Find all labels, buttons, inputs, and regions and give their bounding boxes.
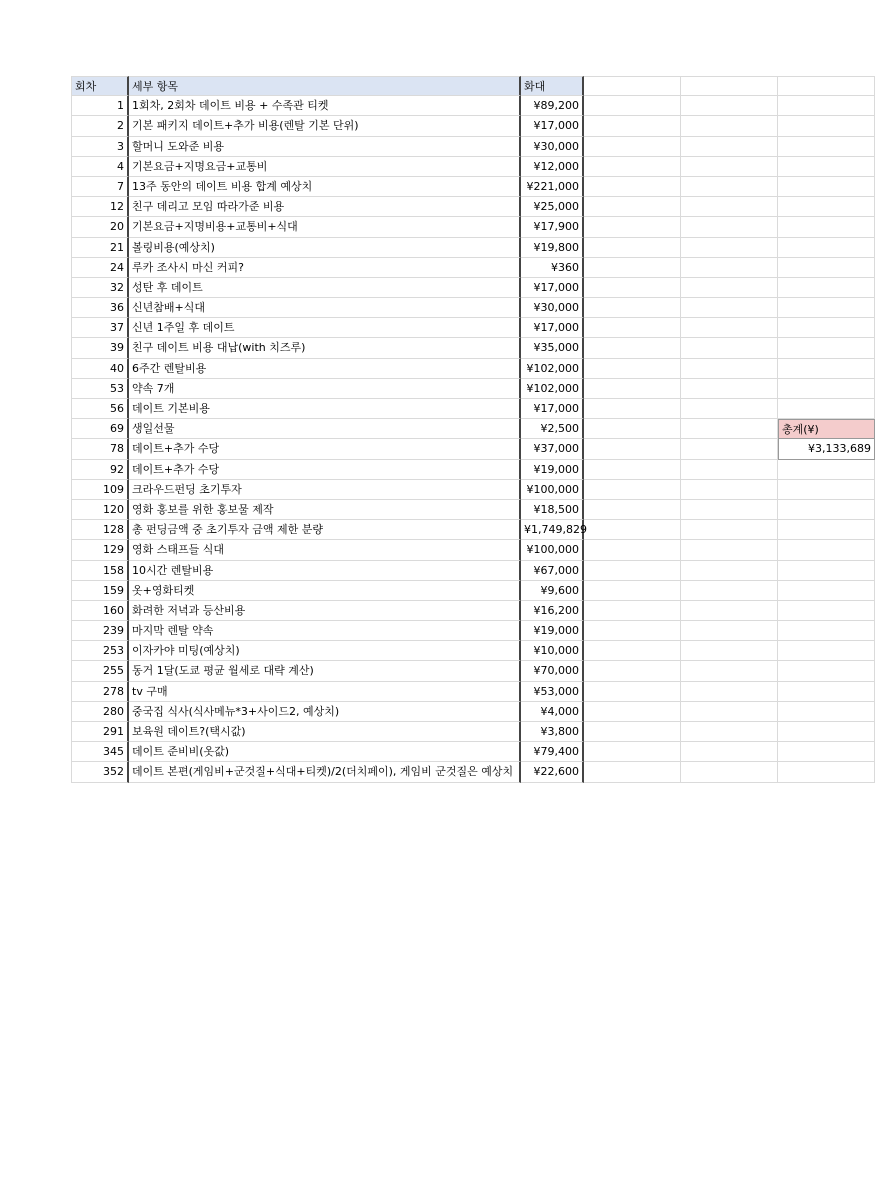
empty-cell[interactable]	[778, 157, 875, 177]
empty-cell[interactable]	[681, 419, 778, 439]
round-cell[interactable]: 69	[71, 419, 129, 439]
round-cell[interactable]: 21	[71, 238, 129, 258]
empty-cell[interactable]	[778, 742, 875, 762]
detail-cell[interactable]: 볼링비용(예상치)	[129, 238, 521, 258]
empty-cell[interactable]	[778, 661, 875, 681]
amount-cell[interactable]: ¥17,000	[521, 116, 584, 136]
empty-cell[interactable]	[778, 338, 875, 358]
empty-cell[interactable]	[681, 217, 778, 237]
round-cell[interactable]: 158	[71, 561, 129, 581]
amount-cell[interactable]: ¥70,000	[521, 661, 584, 681]
amount-cell[interactable]: ¥360	[521, 258, 584, 278]
empty-cell[interactable]	[681, 177, 778, 197]
empty-cell[interactable]	[584, 278, 681, 298]
empty-cell[interactable]	[778, 197, 875, 217]
detail-cell[interactable]: 할머니 도와준 비용	[129, 137, 521, 157]
amount-cell[interactable]: ¥17,900	[521, 217, 584, 237]
empty-cell[interactable]	[681, 157, 778, 177]
empty-cell[interactable]	[778, 137, 875, 157]
amount-cell[interactable]: ¥53,000	[521, 682, 584, 702]
empty-cell[interactable]	[584, 238, 681, 258]
empty-cell[interactable]	[584, 379, 681, 399]
amount-cell[interactable]: ¥100,000	[521, 480, 584, 500]
empty-cell[interactable]	[681, 238, 778, 258]
round-cell[interactable]: 37	[71, 318, 129, 338]
round-cell[interactable]: 32	[71, 278, 129, 298]
amount-cell[interactable]: ¥3,800	[521, 722, 584, 742]
total-label[interactable]: 총계(¥)	[778, 419, 875, 439]
round-cell[interactable]: 345	[71, 742, 129, 762]
round-cell[interactable]: 4	[71, 157, 129, 177]
total-value[interactable]: ¥3,133,689	[778, 439, 875, 459]
round-cell[interactable]: 24	[71, 258, 129, 278]
empty-cell[interactable]	[778, 96, 875, 116]
detail-cell[interactable]: 생일선물	[129, 419, 521, 439]
empty-cell[interactable]	[778, 762, 875, 782]
empty-cell[interactable]	[778, 702, 875, 722]
detail-cell[interactable]: 이자카야 미팅(예상치)	[129, 641, 521, 661]
round-cell[interactable]: 12	[71, 197, 129, 217]
empty-cell[interactable]	[778, 278, 875, 298]
round-cell[interactable]: 39	[71, 338, 129, 358]
empty-cell[interactable]	[584, 682, 681, 702]
empty-cell[interactable]	[584, 500, 681, 520]
empty-cell[interactable]	[778, 298, 875, 318]
empty-cell[interactable]	[778, 318, 875, 338]
empty-cell[interactable]	[681, 439, 778, 459]
amount-cell[interactable]: ¥102,000	[521, 379, 584, 399]
empty-cell[interactable]	[778, 520, 875, 540]
detail-cell[interactable]: 친구 데리고 모임 따라가준 비용	[129, 197, 521, 217]
empty-cell[interactable]	[584, 762, 681, 782]
empty-cell[interactable]	[778, 621, 875, 641]
round-cell[interactable]: 128	[71, 520, 129, 540]
round-cell[interactable]: 92	[71, 460, 129, 480]
round-cell[interactable]: 56	[71, 399, 129, 419]
header-amount[interactable]: 화대	[521, 76, 584, 96]
spreadsheet-grid	[71, 76, 875, 783]
amount-cell[interactable]: ¥221,000	[521, 177, 584, 197]
empty-cell[interactable]	[584, 581, 681, 601]
empty-cell[interactable]	[778, 238, 875, 258]
round-cell[interactable]: 253	[71, 641, 129, 661]
empty-cell[interactable]	[681, 480, 778, 500]
empty-cell[interactable]	[681, 460, 778, 480]
empty-cell[interactable]	[778, 116, 875, 136]
amount-cell[interactable]: ¥10,000	[521, 641, 584, 661]
empty-cell[interactable]	[584, 742, 681, 762]
detail-cell[interactable]: 6주간 렌탈비용	[129, 359, 521, 379]
amount-cell[interactable]: ¥4,000	[521, 702, 584, 722]
amount-cell[interactable]: ¥17,000	[521, 278, 584, 298]
round-cell[interactable]: 280	[71, 702, 129, 722]
detail-cell[interactable]: 옷+영화티켓	[129, 581, 521, 601]
round-cell[interactable]: 120	[71, 500, 129, 520]
detail-cell[interactable]: 13주 동안의 데이트 비용 합계 예상치	[129, 177, 521, 197]
empty-cell[interactable]	[778, 682, 875, 702]
amount-cell[interactable]: ¥35,000	[521, 338, 584, 358]
detail-cell[interactable]: 동거 1달(도쿄 평균 월세로 대략 계산)	[129, 661, 521, 681]
detail-cell[interactable]: 기본 패키지 데이트+추가 비용(렌탈 기본 단위)	[129, 116, 521, 136]
round-cell[interactable]: 255	[71, 661, 129, 681]
amount-cell[interactable]: ¥1,749,829	[521, 520, 584, 540]
detail-cell[interactable]: 중국집 식사(식사메뉴*3+사이드2, 예상치)	[129, 702, 521, 722]
empty-cell[interactable]	[681, 359, 778, 379]
round-cell[interactable]: 20	[71, 217, 129, 237]
empty-cell[interactable]	[584, 177, 681, 197]
detail-cell[interactable]: 마지막 렌탈 약속	[129, 621, 521, 641]
amount-cell[interactable]: ¥17,000	[521, 318, 584, 338]
empty-cell[interactable]	[778, 722, 875, 742]
empty-cell[interactable]	[584, 621, 681, 641]
empty-cell[interactable]	[778, 500, 875, 520]
detail-cell[interactable]: 기본요금+지명요금+교통비	[129, 157, 521, 177]
empty-cell[interactable]	[681, 682, 778, 702]
detail-cell[interactable]: 기본요금+지명비용+교통비+식대	[129, 217, 521, 237]
round-cell[interactable]: 352	[71, 762, 129, 782]
amount-cell[interactable]: ¥19,000	[521, 460, 584, 480]
detail-cell[interactable]: 루카 조사시 마신 커피?	[129, 258, 521, 278]
amount-cell[interactable]: ¥18,500	[521, 500, 584, 520]
round-cell[interactable]: 109	[71, 480, 129, 500]
empty-cell[interactable]	[778, 460, 875, 480]
empty-cell[interactable]	[778, 399, 875, 419]
amount-cell[interactable]: ¥9,600	[521, 581, 584, 601]
detail-cell[interactable]: 친구 데이트 비용 대납(with 치즈루)	[129, 338, 521, 358]
empty-cell[interactable]	[778, 258, 875, 278]
empty-cell[interactable]	[584, 460, 681, 480]
amount-cell[interactable]: ¥37,000	[521, 439, 584, 459]
amount-cell[interactable]: ¥102,000	[521, 359, 584, 379]
empty-cell[interactable]	[584, 641, 681, 661]
detail-cell[interactable]: 영화 스태프들 식대	[129, 540, 521, 560]
empty-cell[interactable]	[584, 702, 681, 722]
amount-cell[interactable]: ¥89,200	[521, 96, 584, 116]
detail-cell[interactable]: 데이트 기본비용	[129, 399, 521, 419]
empty-cell[interactable]	[584, 601, 681, 621]
amount-cell[interactable]: ¥67,000	[521, 561, 584, 581]
empty-cell[interactable]	[681, 520, 778, 540]
empty-cell[interactable]	[584, 298, 681, 318]
amount-cell[interactable]: ¥2,500	[521, 419, 584, 439]
detail-cell[interactable]: 보육원 데이트?(택시값)	[129, 722, 521, 742]
empty-cell[interactable]	[584, 399, 681, 419]
amount-cell[interactable]: ¥16,200	[521, 601, 584, 621]
empty-cell[interactable]	[681, 601, 778, 621]
empty-cell[interactable]	[681, 621, 778, 641]
detail-cell[interactable]: 크라우드펀딩 초기투자	[129, 480, 521, 500]
round-cell[interactable]: 291	[71, 722, 129, 742]
empty-cell[interactable]	[681, 762, 778, 782]
empty-cell[interactable]	[681, 96, 778, 116]
round-cell[interactable]: 3	[71, 137, 129, 157]
empty-cell[interactable]	[681, 702, 778, 722]
detail-cell[interactable]: 성탄 후 데이트	[129, 278, 521, 298]
round-cell[interactable]: 2	[71, 116, 129, 136]
empty-cell[interactable]	[681, 278, 778, 298]
amount-cell[interactable]: ¥12,000	[521, 157, 584, 177]
empty-cell[interactable]	[584, 540, 681, 560]
empty-cell[interactable]	[584, 197, 681, 217]
detail-cell[interactable]: 데이트 준비비(옷값)	[129, 742, 521, 762]
round-cell[interactable]: 36	[71, 298, 129, 318]
empty-cell[interactable]	[681, 116, 778, 136]
round-cell[interactable]: 129	[71, 540, 129, 560]
header-round[interactable]: 회차	[71, 76, 129, 96]
amount-cell[interactable]: ¥30,000	[521, 137, 584, 157]
empty-cell[interactable]	[681, 561, 778, 581]
empty-cell[interactable]	[778, 217, 875, 237]
empty-cell[interactable]	[584, 359, 681, 379]
detail-cell[interactable]: tv 구매	[129, 682, 521, 702]
empty-cell[interactable]	[584, 561, 681, 581]
empty-cell[interactable]	[681, 581, 778, 601]
round-cell[interactable]: 159	[71, 581, 129, 601]
empty-cell[interactable]	[584, 157, 681, 177]
empty-cell[interactable]	[584, 96, 681, 116]
empty-cell[interactable]	[681, 258, 778, 278]
round-cell[interactable]: 7	[71, 177, 129, 197]
empty-cell[interactable]	[778, 601, 875, 621]
empty-cell[interactable]	[778, 561, 875, 581]
empty-cell[interactable]	[681, 661, 778, 681]
detail-cell[interactable]: 데이트+추가 수당	[129, 460, 521, 480]
empty-cell[interactable]	[584, 217, 681, 237]
amount-cell[interactable]: ¥19,800	[521, 238, 584, 258]
round-cell[interactable]: 160	[71, 601, 129, 621]
empty-cell[interactable]	[778, 359, 875, 379]
empty-cell[interactable]	[681, 76, 778, 96]
empty-cell[interactable]	[681, 197, 778, 217]
round-cell[interactable]: 278	[71, 682, 129, 702]
round-cell[interactable]: 78	[71, 439, 129, 459]
empty-cell[interactable]	[778, 76, 875, 96]
empty-cell[interactable]	[681, 500, 778, 520]
detail-cell[interactable]: 데이트+추가 수당	[129, 439, 521, 459]
empty-cell[interactable]	[778, 581, 875, 601]
empty-cell[interactable]	[584, 137, 681, 157]
amount-cell[interactable]: ¥25,000	[521, 197, 584, 217]
empty-cell[interactable]	[681, 298, 778, 318]
detail-cell[interactable]: 약속 7개	[129, 379, 521, 399]
empty-cell[interactable]	[778, 177, 875, 197]
empty-cell[interactable]	[681, 540, 778, 560]
detail-cell[interactable]: 1회차, 2회차 데이트 비용 + 수족관 티켓	[129, 96, 521, 116]
detail-cell[interactable]: 영화 홍보를 위한 홍보물 제작	[129, 500, 521, 520]
round-cell[interactable]: 53	[71, 379, 129, 399]
empty-cell[interactable]	[584, 520, 681, 540]
empty-cell[interactable]	[584, 419, 681, 439]
empty-cell[interactable]	[681, 742, 778, 762]
amount-cell[interactable]: ¥100,000	[521, 540, 584, 560]
empty-cell[interactable]	[584, 439, 681, 459]
amount-cell[interactable]: ¥79,400	[521, 742, 584, 762]
empty-cell[interactable]	[681, 641, 778, 661]
empty-cell[interactable]	[681, 137, 778, 157]
empty-cell[interactable]	[584, 258, 681, 278]
amount-cell[interactable]: ¥22,600	[521, 762, 584, 782]
empty-cell[interactable]	[778, 379, 875, 399]
empty-cell[interactable]	[584, 318, 681, 338]
detail-cell[interactable]: 총 펀딩금액 중 초기투자 금액 제한 분량	[129, 520, 521, 540]
detail-cell[interactable]: 데이트 본편(게임비+군것질+식대+티켓)/2(더치페이), 게임비 군것질은 예상치	[129, 762, 521, 782]
empty-cell[interactable]	[778, 480, 875, 500]
empty-cell[interactable]	[584, 480, 681, 500]
empty-cell[interactable]	[584, 661, 681, 681]
empty-cell[interactable]	[584, 338, 681, 358]
detail-cell[interactable]: 10시간 렌탈비용	[129, 561, 521, 581]
detail-cell[interactable]: 화려한 저녁과 등산비용	[129, 601, 521, 621]
empty-cell[interactable]	[584, 76, 681, 96]
header-detail[interactable]: 세부 항목	[129, 76, 521, 96]
empty-cell[interactable]	[584, 722, 681, 742]
empty-cell[interactable]	[681, 722, 778, 742]
empty-cell[interactable]	[681, 338, 778, 358]
amount-cell[interactable]: ¥17,000	[521, 399, 584, 419]
empty-cell[interactable]	[681, 399, 778, 419]
empty-cell[interactable]	[778, 641, 875, 661]
empty-cell[interactable]	[681, 379, 778, 399]
amount-cell[interactable]: ¥30,000	[521, 298, 584, 318]
empty-cell[interactable]	[584, 116, 681, 136]
round-cell[interactable]: 1	[71, 96, 129, 116]
round-cell[interactable]: 40	[71, 359, 129, 379]
detail-cell[interactable]: 신년참배+식대	[129, 298, 521, 318]
empty-cell[interactable]	[681, 318, 778, 338]
amount-cell[interactable]: ¥19,000	[521, 621, 584, 641]
round-cell[interactable]: 239	[71, 621, 129, 641]
empty-cell[interactable]	[778, 540, 875, 560]
detail-cell[interactable]: 신년 1주일 후 데이트	[129, 318, 521, 338]
